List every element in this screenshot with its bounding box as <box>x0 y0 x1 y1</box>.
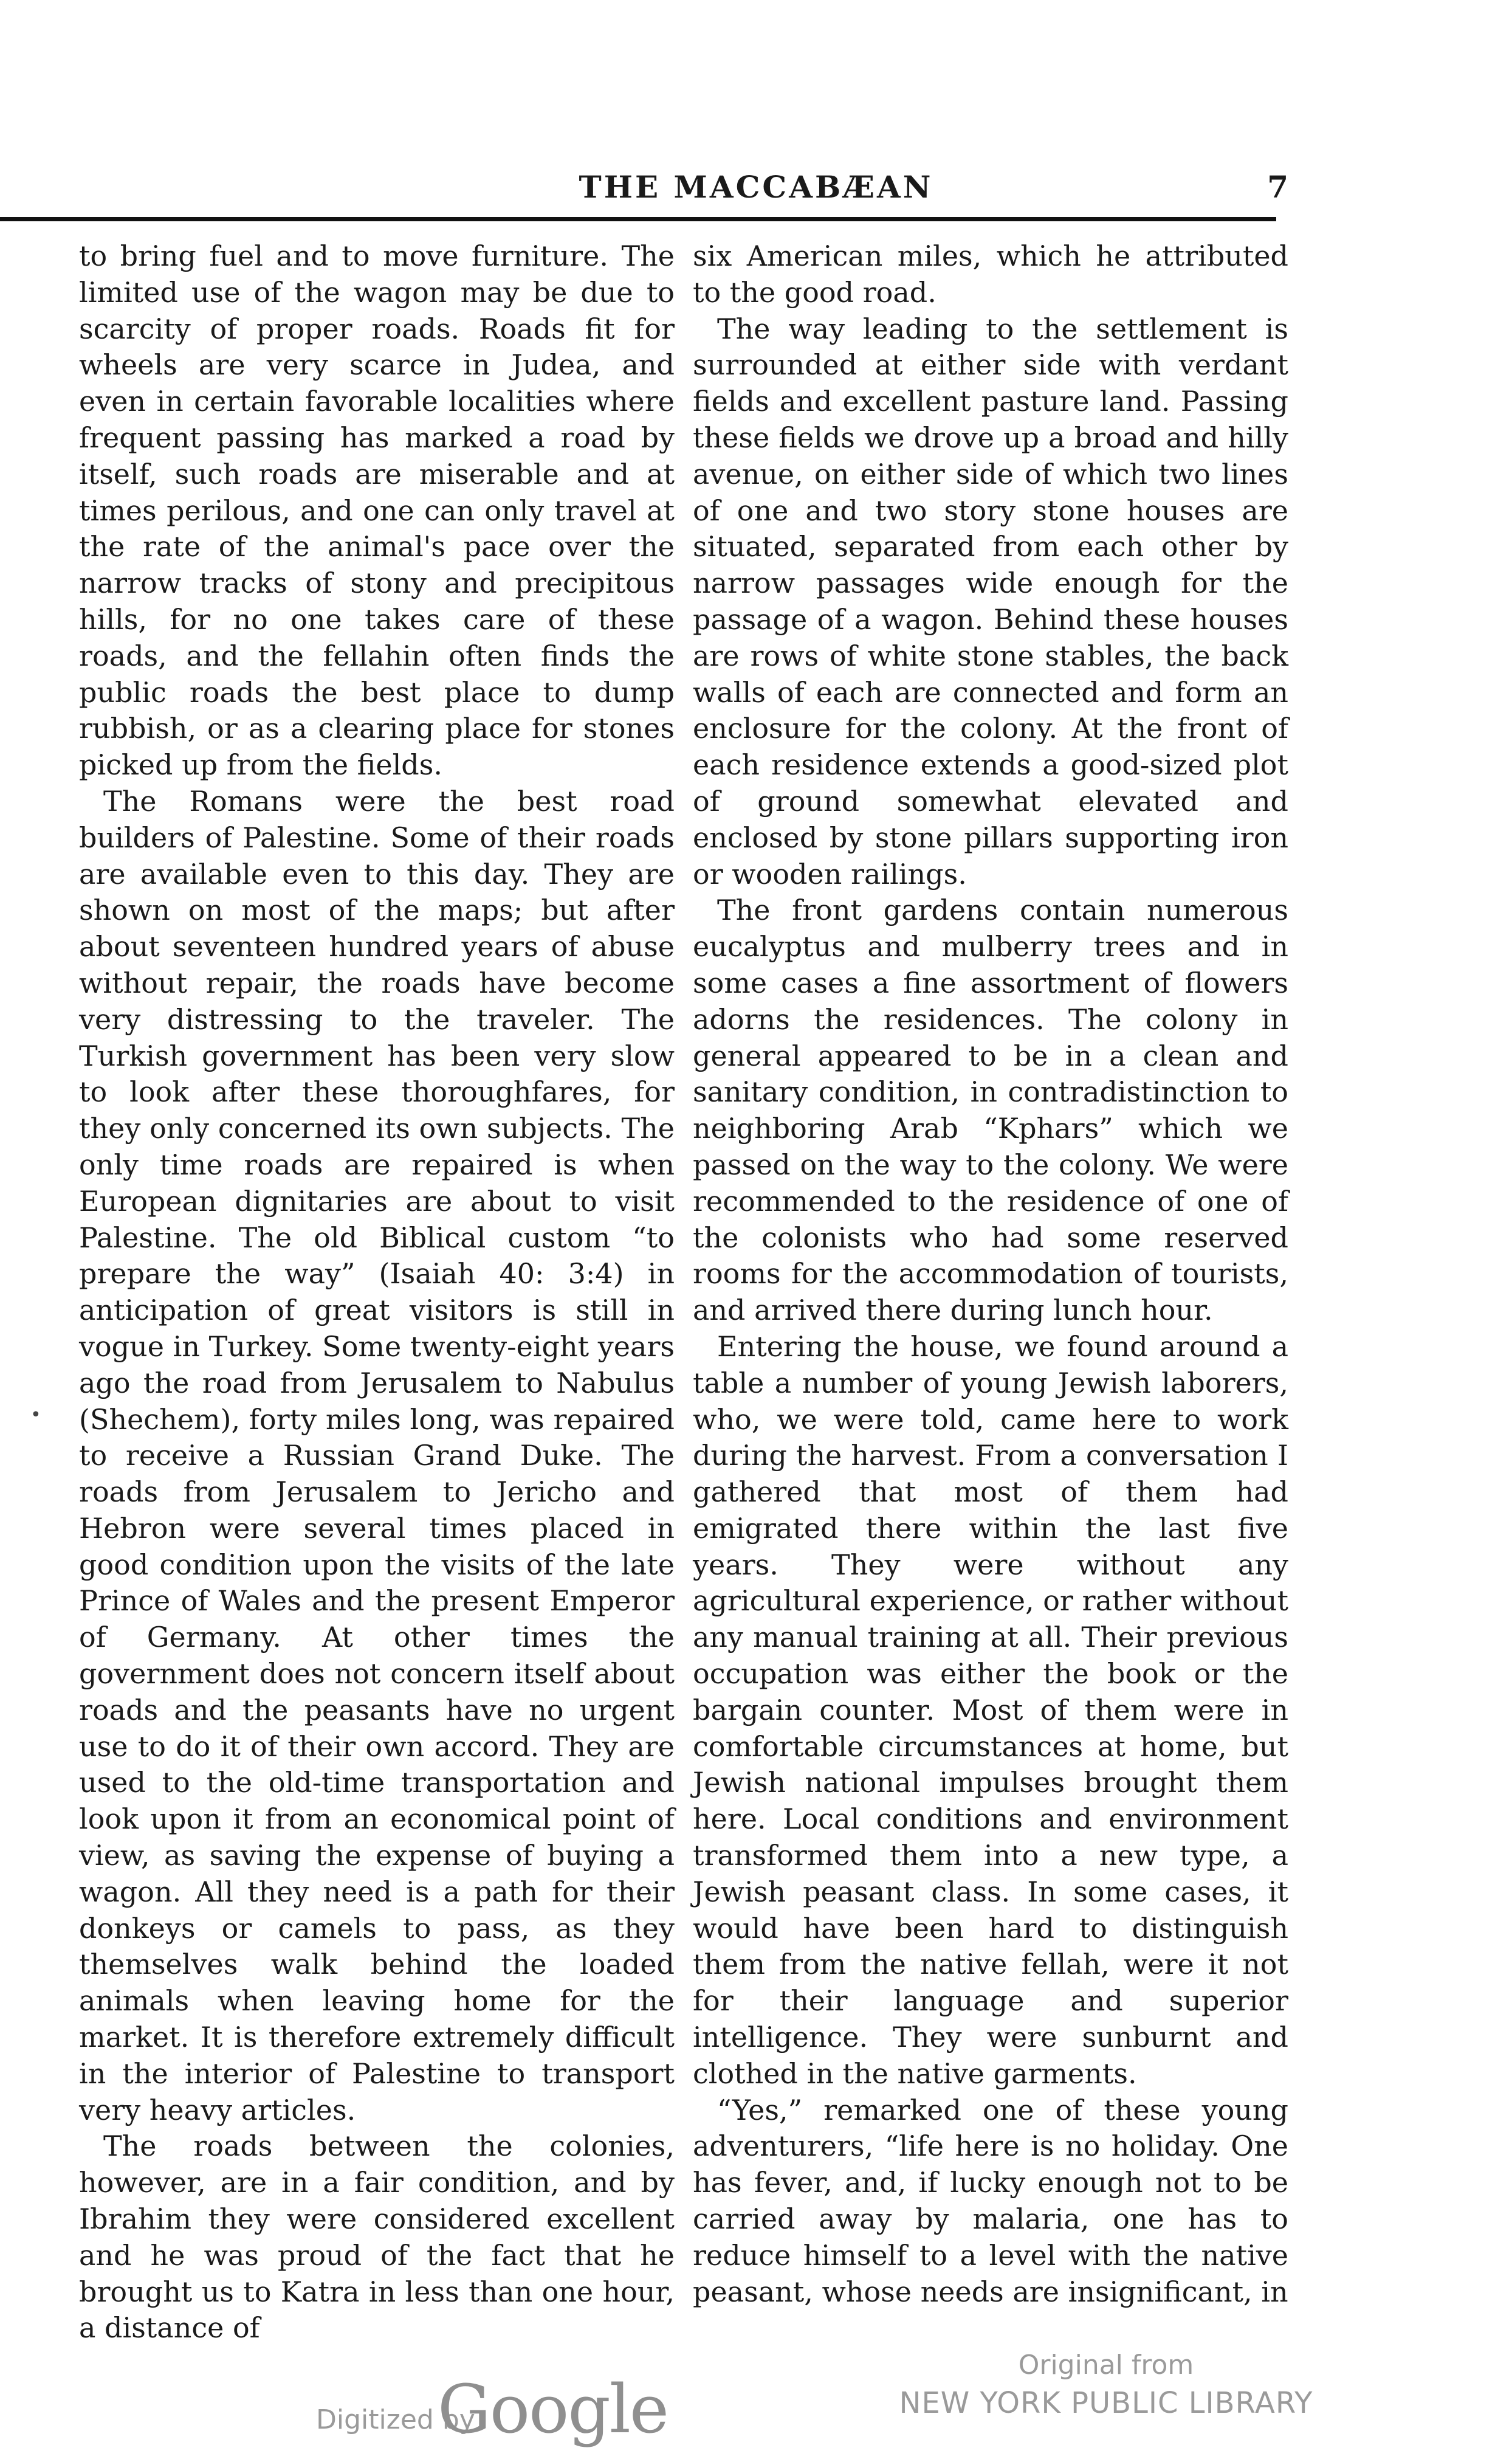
digitized-by-watermark <box>316 2370 668 2459</box>
right-column <box>693 238 1288 2310</box>
paragraph: “Yes,” remarked one of these young adventurers, “life here is no holiday. One has fever, and, if lucky enough not to be carried away by malaria, one has to reduce himself to a level with the native peasant, whose needs are insignificant, in <box>693 2093 1288 2308</box>
google-logo: Google <box>438 2370 668 2448</box>
page-number: 7 <box>1267 169 1288 205</box>
library-name: NEW YORK PUBLIC LIBRARY <box>899 2386 1313 2420</box>
left-column <box>79 238 675 2347</box>
paragraph: Entering the house, we found around a table a number of young Jewish laborers, who, we were told, came here to work during the harvest. From a conversation I gathered that most of them had emigrated there within the last five years. They were without any agricultural experience, or rather without any manual training at all. Their previous occupation was either the book or the bargain counter. Most of them were in comfortable circumstances at home, but Jewish national impulses brought them here. Local conditions and environment transformed them into a new type, a Jewish peasant class. In some cases, it would have been hard to distinguish them from the native fellah, were it not for their language and superior intelligence. They were sunburnt and clothed in the native garments. <box>693 1330 1288 2090</box>
paragraph: The Romans were the best road builders of Palestine. Some of their roads are available even to this day. They are shown on most of the maps; but after about seventeen hundred years of abuse without repair, the roads have become very distressing to the traveler. The Turkish government has been very slow to look after these thoroughfares, for they only concerned its own subjects. The only time roads are repaired is when European dignitaries are about to visit Palestine. The old Biblical custom “to prepare the way” (Isaiah 40: 3:4) in anticipation of great visitors is still in vogue in Turkey. Some twenty-eight years ago the road from Jerusalem to Nabulus (Shechem), forty miles long, was repaired to receive a Russian Grand Duke. The roads from Jerusalem to Jericho and Hebron were several times placed in good condition upon the visits of the late Prince of Wales and the present Emperor of Germany. At other times the government does not concern itself about roads and the peasants have no urgent use to do it of their own accord. They are used to the old-time transportation and look upon it from an economical point of view, as saving the expense of buying a wagon. All they need is a path for their donkeys or camels to pass, as they themselves walk behind the loaded animals when leaving home for the market. It is therefore extremely difficult in the interior of Palestine to transport very heavy articles. <box>79 784 675 2126</box>
source-watermark <box>839 2347 1373 2422</box>
original-from-label: Original from <box>1018 2350 1194 2381</box>
page-header <box>0 169 1512 218</box>
paragraph: The front gardens contain numerous eucalyptus and mulberry trees and in some cases a fine assortment of flowers adorns the residences. The colony in general appeared to be in a clean and sanitary condition, in contradistinction to neighboring Arab “Kphars” which we passed on the way to the colony. We were recommended to the residence of one of the colonists who had some reserved rooms for the accommodation of tourists, and arrived there during lunch hour. <box>693 894 1288 1327</box>
margin-dot: • <box>30 1404 41 1426</box>
header-rule <box>0 217 1276 221</box>
paragraph: The way leading to the settlement is surrounded at either side with verdant fields and excellent pasture land. Passing these fields we drove up a broad and hilly avenue, on either side of which two lines of one and two story stone houses are situated, separated from each other by narrow passages wide enough for the passage of a wagon. Behind these houses are rows of white stone stables, the back walls of each are connected and form an enclosure for the colony. At the front of each residence extends a good-sized plot of ground somewhat elevated and enclosed by stone pillars supporting iron or wooden railings. <box>693 312 1288 891</box>
paragraph: The roads between the colonies, however, are in a fair condition, and by Ibrahim they were considered excellent and he was proud of the fact that he brought us to Katra in less than one hour, a distance of <box>79 2130 675 2345</box>
running-title: THE MACCABÆAN <box>579 169 933 205</box>
digitized-by-label: Digitized by <box>316 2404 475 2435</box>
paragraph: to bring fuel and to move furniture. The limited use of the wagon may be due to scarcity of proper roads. Roads fit for wheels are very scarce in Judea, and even in certain favorable localities where frequent passing has marked a road by itself, such roads are miserable and at times perilous, and one can only travel at the rate of the animal's pace over the narrow tracks of stony and precipitous hills, for no one takes care of these roads, and the fellahin often finds the public roads the best place to dump rubbish, or as a clearing place for stones picked up from the fields. <box>79 240 675 782</box>
paragraph: six American miles, which he attributed to the good road. <box>693 240 1288 309</box>
